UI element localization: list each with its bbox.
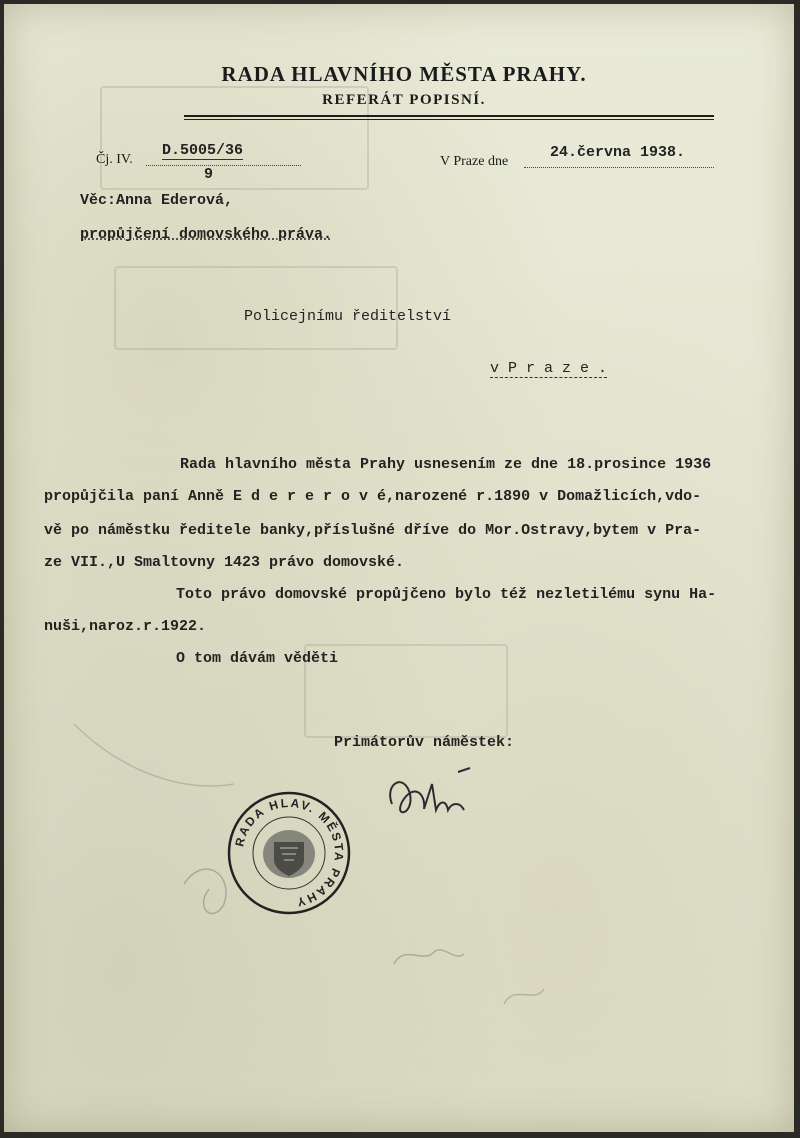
coat-of-arms-icon — [263, 830, 315, 878]
letterhead-subtitle: REFERÁT POPISNÍ. — [322, 92, 486, 108]
body-line-2: propůjčila paní Anně E d e r e r o v é,narozené r.1890 v Domažlicích,vdo- — [44, 488, 702, 505]
signature-title: Primátorův náměstek: — [334, 734, 515, 751]
date-value: 24.června 1938. — [550, 144, 686, 161]
body-line-4: ze VII.,U Smaltovny 1423 právo domovské. — [44, 554, 405, 571]
seal-text: RADA HLAV. MĚSTA PRAHY — [232, 795, 347, 910]
pencil-annotation-marks — [34, 704, 774, 1004]
body-line-3: vě po náměstku ředitele banky,příslušné dříve do Mor.Ostravy,bytem v Pra- — [44, 522, 702, 539]
date-dotted-line — [524, 167, 714, 168]
cj-dotted-line — [146, 165, 301, 166]
body-line-5: Toto právo domovské propůjčeno bylo též nezletilému synu Ha- — [140, 586, 717, 603]
body-line-7: O tom dávám věděti — [140, 650, 339, 667]
letterhead-title: RADA HLAVNÍHO MĚSTA PRAHY. — [221, 62, 587, 86]
addressee-line-1: Policejnímu ředitelství — [244, 308, 452, 325]
addressee-line-2: v P r a z e . — [490, 360, 608, 377]
official-seal — [226, 790, 352, 916]
header-rule — [184, 115, 714, 120]
document-paper — [4, 4, 794, 1132]
cj-value: D.5005/36 — [162, 142, 244, 159]
body-line-6: nuši,naroz.r.1922. — [44, 618, 207, 635]
cj-label: Čj. IV. — [96, 152, 133, 167]
place-label: V Praze dne — [440, 154, 509, 169]
subject-line-1: Věc:Anna Ederová, — [80, 192, 234, 209]
subject-line-2: propůjčení domovského práva. — [80, 226, 333, 243]
body-line-1: Rada hlavního města Prahy usnesením ze dne 18.prosince 1936 — [180, 456, 712, 473]
cj-sub: 9 — [204, 166, 214, 183]
